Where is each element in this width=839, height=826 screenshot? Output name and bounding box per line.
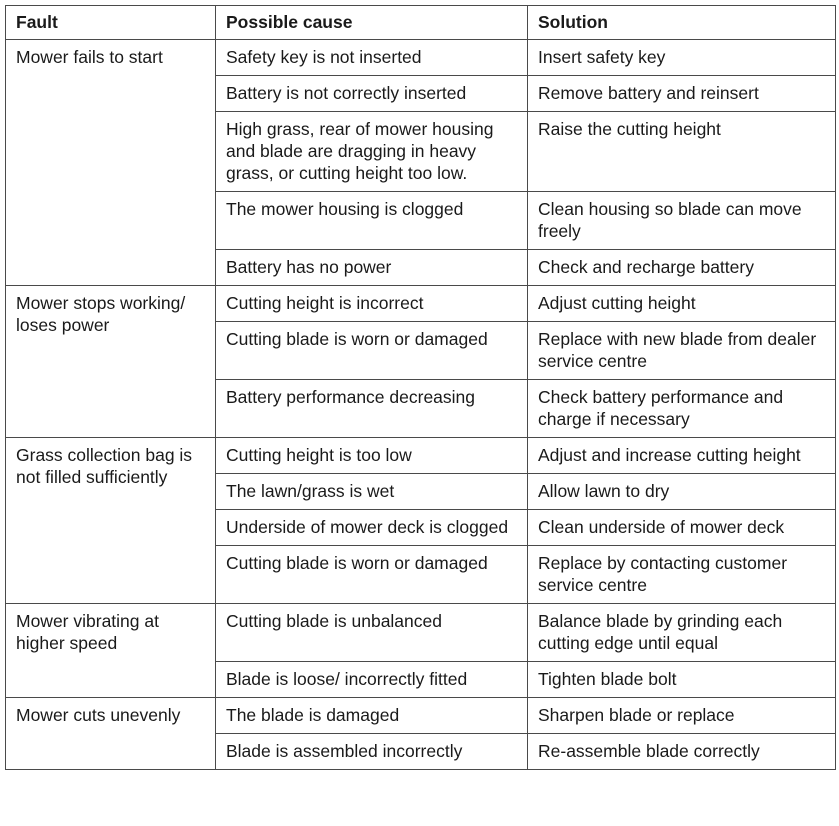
solution-cell: Remove battery and reinsert	[528, 76, 836, 112]
table-row	[6, 698, 836, 734]
table-row	[6, 438, 836, 474]
cause-cell: High grass, rear of mower housing and blade are dragging in heavy grass, or cutting height too low.	[216, 112, 528, 192]
table-row	[6, 604, 836, 662]
cause-cell: The lawn/grass is wet	[216, 474, 528, 510]
solution-cell: Clean housing so blade can move freely	[528, 192, 836, 250]
cause-cell: Battery performance decreasing	[216, 380, 528, 438]
solution-cell: Replace by contacting customer service centre	[528, 546, 836, 604]
solution-cell: Insert safety key	[528, 40, 836, 76]
solution-cell: Check and recharge battery	[528, 250, 836, 286]
header-fault: Fault	[6, 6, 216, 40]
header-solution: Solution	[528, 6, 836, 40]
fault-cell: Grass collection bag is not filled sufficiently	[6, 438, 216, 604]
solution-cell: Re-assemble blade correctly	[528, 734, 836, 770]
solution-cell: Allow lawn to dry	[528, 474, 836, 510]
fault-cell: Mower fails to start	[6, 40, 216, 286]
cause-cell: Blade is loose/ incorrectly fitted	[216, 662, 528, 698]
solution-cell: Tighten blade bolt	[528, 662, 836, 698]
solution-cell: Check battery performance and charge if necessary	[528, 380, 836, 438]
table-row	[6, 40, 836, 76]
solution-cell: Sharpen blade or replace	[528, 698, 836, 734]
cause-cell: Cutting blade is worn or damaged	[216, 546, 528, 604]
header-possible-cause: Possible cause	[216, 6, 528, 40]
cause-cell: Blade is assembled incorrectly	[216, 734, 528, 770]
solution-cell: Raise the cutting height	[528, 112, 836, 192]
solution-cell: Adjust cutting height	[528, 286, 836, 322]
cause-cell: Battery is not correctly inserted	[216, 76, 528, 112]
cause-cell: Safety key is not inserted	[216, 40, 528, 76]
cause-cell: Cutting blade is worn or damaged	[216, 322, 528, 380]
cause-cell: The blade is damaged	[216, 698, 528, 734]
cause-cell: Underside of mower deck is clogged	[216, 510, 528, 546]
solution-cell: Balance blade by grinding each cutting edge until equal	[528, 604, 836, 662]
solution-cell: Clean underside of mower deck	[528, 510, 836, 546]
fault-cell: Mower stops working/ loses power	[6, 286, 216, 438]
header-row	[6, 6, 836, 40]
fault-cell: Mower cuts unevenly	[6, 698, 216, 770]
table-row	[6, 286, 836, 322]
cause-cell: The mower housing is clogged	[216, 192, 528, 250]
cause-cell: Cutting height is incorrect	[216, 286, 528, 322]
fault-cell: Mower vibrating at higher speed	[6, 604, 216, 698]
solution-cell: Adjust and increase cutting height	[528, 438, 836, 474]
cause-cell: Battery has no power	[216, 250, 528, 286]
cause-cell: Cutting height is too low	[216, 438, 528, 474]
troubleshooting-table	[5, 5, 836, 770]
cause-cell: Cutting blade is unbalanced	[216, 604, 528, 662]
solution-cell: Replace with new blade from dealer service centre	[528, 322, 836, 380]
